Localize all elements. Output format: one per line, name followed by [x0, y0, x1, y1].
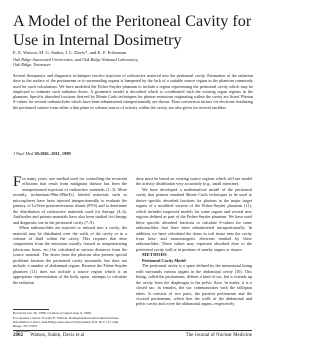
footnote-reprints: For reprints contact: Evelyn E. Watson, Radiopharmaceutical Internal Dose Information Center, Oak Ridge Associated Universities, P.O. Box 117, Oak Ridge, TN 37831.: [13, 315, 119, 329]
intro-paragraph-1: [13, 176, 127, 225]
footnote-rule: [13, 309, 49, 310]
citation-journal: J Nucl Med: [13, 151, 34, 156]
affiliation-line-1: Oak Ridge Associated Universities, and Oak Ridge National Laboratory,: [13, 57, 139, 62]
page-number: 2002: [13, 332, 23, 338]
column-left: [13, 176, 127, 305]
footnote-deceased: * Deceased.: [13, 329, 30, 334]
citation: [13, 151, 71, 157]
peritoneal-cavity-model-heading: Peritoneal Cavity Model: [142, 257, 186, 263]
footnote-received: Received Jan. 26, 1989; revision accepted Aug. 9, 1989.: [13, 311, 92, 315]
page-footer: [13, 332, 252, 339]
drop-cap: F: [13, 176, 22, 190]
column-right: [136, 176, 252, 328]
article-title: A Model of the Peritoneal Cavity for Use in Internal Dosimetry: [13, 12, 252, 49]
author-list: E. E. Watson, M. G. Stabin, J. L. Davis*, and K. F. Eckerman: [13, 50, 127, 55]
affiliation-line-2: Oak Ridge, Tennessee: [13, 62, 51, 68]
intro-paragraph-2: When radionuclides are injected or infused into a cavity, the material may be distributed over the walls of the cavity or in a volume of fluid within the cavity. This requires that dose components from the emissions usually classed as nonpenetrating (electrons, betas, etc.) be calculated at various distances from the source material. The doses from the photons also present special problems because the peritoneal cavity surrounds, but does not include, a number of abdominal organs. Because the Fisher-Snyder phantom (11) does not include a source region which is an appropriate representation of the body space, attempts to calculate the radiation: [13, 225, 127, 285]
citation-reference: 30:2061–2011, 1989: [34, 151, 71, 156]
right-paragraph-3: The peritoneal cavity is a space defined by the mesenterial lining with surrounds various organs in the abdominal cavity (10). This lining, called the peritoneum, defines a kind of sac, but it extends up the cavity from the diaphragm to the pelvic floor. In males, it is a closed sac; in females, the sac communicates with the fallopian tubes. It consists of two parts, the parietal peritoneum and the visceral peritoneum, which line the walls of the abdominal and pelvic cavity and cover the abdominal organs, respectively.: [136, 263, 252, 307]
intro-paragraph-1-text: or many years, one method used for controlling the recurrent effusions that result from malignant disease has been the intraperitoneal injection of radioactive materials (1–3). More recently, technetium-99m-(99mTc) labeled materials such as microspheres have been injected intraperitoneally to evaluate the patency of LeVeen peritoneovenous shunts (PVS) and to determine the distribution of radioactive materials used for therapy (4–6). Antibodies and protein materials have also been studied for therapy and diagnostic use in the peritoneal cavity (7–9).: [13, 176, 127, 225]
abstract: Several therapeutic and diagnostic techniques involve injection of radioactive material into the peritoneal cavity. Estimation of the radiation dose to the surface of the peritoneum or to surrounding organs is hampered by the lack of a suitable source region in the phantom commonly used for such calculations. We have modified the Fisher-Snyder phantom to include a region representing the peritoneal cavity which may be employed to estimate such radiation doses. A geometric model is described which is coordinated with the existing organ regions in the phantom. Specific absorbed fractions derived by Monte Carlo techniques for photon emissions originating within the cavity are listed. Photon S-values for several radionuclides which have been administered intraperitoneally are shown. Dose conversion factors for electrons irradiating the peritoneal surface from either a thin plane or volume source of activity within the cavity, are also given for several nuclides.: [13, 73, 253, 110]
right-paragraph-2: We have developed a mathematical model of the peritoneal cavity that permits standard Monte Carlo techniques to be used to derive specific absorbed fractions for photons to the major target organs of a modified version of the Fisher-Snyder phantom (11), which includes improved models for some organs and several new regions defined as part of the Fisher-Snyder phantom. We have used these specific absorbed fractions to calculate S-values for some radionuclides that have been administered intraperitoneally. In addition, we have calculated the doses in soft tissue near the cavity from beta- and monoenergetic electrons emitted by these radionuclides. These values may represent absorbed dose to the peritoneal cavity wall or in portions of nearby organs or tissues.: [136, 186, 252, 252]
methods-heading: METHODS: [142, 252, 167, 258]
affiliation: [13, 57, 253, 67]
right-paragraph-1: dose must be based on existing source regions which will not model the activity distribution very accurately (e.g., small intestine).: [136, 176, 252, 187]
running-authors: Watson, Stabin, Davis et al: [30, 332, 85, 338]
journal-name: The Journal of Nuclear Medicine: [185, 332, 252, 338]
